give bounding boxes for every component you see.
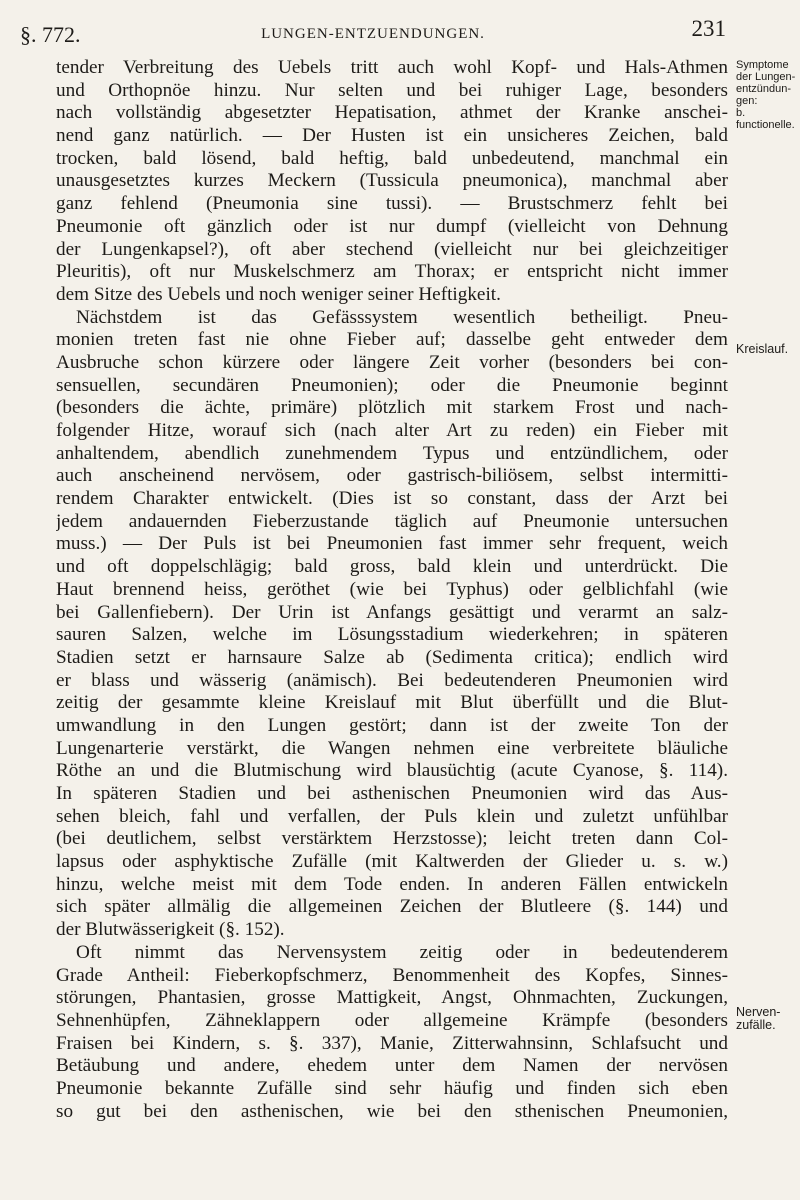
text-line: lapsus oder asphyktische Zufälle (mit Kaltwerden der Glieder u. s. w.) [56, 851, 728, 873]
text-line: Pleuritis), oft nur Muskelschmerz am Thorax; er entspricht nicht immer [56, 261, 728, 283]
text-line: und Orthopnöe hinzu. Nur selten und bei ruhiger Lage, besonders [56, 79, 728, 101]
text-line: Stadien setzt er harnsaure Salze ab (Sedimenta critica); endlich wird [56, 646, 728, 668]
margin-note-line: Symptome [736, 59, 789, 71]
text-line: nend ganz natürlich. — Der Husten ist ein unsicheres Zeichen, bald [56, 125, 728, 147]
text-line: sauren Salzen, welche im Lösungsstadium wiederkehren; in späteren [56, 624, 728, 646]
text-line: anhaltendem, abendlich zunehmendem Typus und entzündlichem, oder [56, 442, 728, 464]
text-line: muss.) — Der Puls ist bei Pneumonien fast immer sehr frequent, weich [56, 533, 728, 555]
margin-note-line: der Lungen- [736, 71, 796, 83]
text-line: er blass und wässerig (anämisch). Bei bedeutenderen Pneumonien wird [56, 669, 728, 691]
text-line: sehen bleich, fahl und verfallen, der Puls klein und zuletzt unfühlbar [56, 805, 728, 827]
body-text [56, 57, 728, 1123]
text-line: folgender Hitze, worauf sich (nach alter Art zu reden) ein Fieber mit [56, 420, 728, 441]
text-line: nach vollständig abgesetzter Hepatisation, athmet der Kranke anschei- [56, 102, 728, 124]
page-header [20, 16, 726, 50]
margin-note-kreislauf: Kreislauf. [736, 342, 789, 356]
text-line: rendem Charakter entwickelt. (Dies ist so constant, dass der Arzt bei [56, 488, 728, 510]
text-line: sensuellen, secundären Pneumonien); oder die Pneumonie beginnt [56, 374, 728, 396]
text-line: Ausbruche schon kürzere oder längere Zeit vorher (besonders bei con- [56, 351, 728, 373]
text-line: Pneumonie oft gänzlich oder ist nur dumpf (vielleicht von Dehnung [56, 215, 728, 237]
text-line: der Lungenkapsel?), oft aber stechend (vielleicht nur bei gleichzeitiger [56, 238, 728, 260]
text-line: Grade Antheil: Fieberkopfschmerz, Benommenheit des Kopfes, Sinnes- [56, 964, 728, 986]
text-line: störungen, Phantasien, grosse Mattigkeit, Angst, Ohnmachten, Zuckungen, [56, 987, 728, 1009]
running-title: LUNGEN-ENTZUENDUNGEN. [261, 26, 485, 42]
margin-note-line: b. [736, 107, 746, 119]
text-line: zeitig der gesammte kleine Kreislauf mit Blut überfüllt und die Blut- [56, 692, 728, 714]
margin-note-line: Nerven- [736, 1005, 781, 1019]
text-line: auch anscheinend nervösem, oder gastrisch-biliösem, selbst intermitti- [56, 465, 728, 487]
text-line: Betäubung und andere, ehedem unter dem Namen der nervösen [56, 1055, 728, 1077]
text-line: Sehnenhüpfen, Zähneklappern oder allgemeine Krämpfe (besonders [56, 1009, 728, 1031]
margin-note-line: functionelle. [736, 119, 795, 131]
text-line: Röthe an und die Blutmischung wird blausüchtig (acute Cyanose, §. 114). [56, 760, 728, 782]
text-line: Fraisen bei Kindern, s. §. 337), Manie, Zitterwahnsinn, Schlafsucht und [56, 1032, 728, 1054]
text-line: Lungenarterie verstärkt, die Wangen nehmen eine verbreitete bläuliche [56, 737, 728, 759]
text-line: trocken, bald lösend, bald heftig, bald unbedeutend, manchmal ein [56, 147, 728, 169]
text-line: Nächstdem ist das Gefässsystem wesentlich betheiligt. Pneu- [76, 306, 728, 328]
text-line: (besonders die ächte, primäre) plötzlich mit starkem Frost und nach- [56, 397, 728, 419]
margin-note-line: zufälle. [736, 1018, 776, 1032]
text-line: Oft nimmt das Nervensystem zeitig oder in bedeutenderem [76, 941, 728, 963]
text-line: dem Sitze des Uebels und noch weniger seiner Heftigkeit. [56, 283, 501, 305]
text-line: umwandlung in den Lungen gestört; dann ist der zweite Ton der [56, 714, 728, 736]
margin-note-nervenzufaelle [736, 1006, 798, 1032]
text-line: (bei deutlichem, selbst verstärktem Herzstosse); leicht treten dann Col- [56, 828, 728, 850]
text-line: Pneumonie bekannte Zufälle sind sehr häufig und finden sich eben [56, 1077, 728, 1099]
margin-note-line: gen: [736, 95, 758, 107]
text-line: der Blutwässerigkeit (§. 152). [56, 919, 285, 941]
text-line: und oft doppelschlägig; bald gross, bald klein und unterdrückt. Die [56, 556, 728, 578]
text-line: ganz fehlend (Pneumonia sine tussi). — Brustschmerz fehlt bei [56, 193, 728, 215]
margin-note-line: entzündun- [736, 83, 792, 95]
text-line: Haut brennend heiss, geröthet (wie bei Typhus) oder gelblichfahl (wie [56, 578, 728, 600]
text-line: bei Gallenfiebern). Der Urin ist Anfangs gesättigt und verarmt an salz- [56, 601, 728, 623]
text-line: unausgesetztes kurzes Meckern (Tussicula pneumonica), manchmal aber [56, 170, 728, 192]
text-line: sich später allmälig die allgemeinen Zeichen der Blutleere (§. 144) und [56, 896, 728, 918]
text-line: tender Verbreitung des Uebels tritt auch wohl Kopf- und Hals-Athmen [56, 57, 728, 78]
section-number: §. 772. [20, 22, 81, 47]
text-line: jedem andauernden Fieberzustande täglich auf Pneumonie untersuchen [56, 510, 728, 532]
text-line: monien treten fast nie ohne Fieber auf; dasselbe geht entweder dem [56, 329, 728, 351]
margin-note-symptome [736, 59, 798, 131]
text-line: so gut bei den asthenischen, wie bei den sthenischen Pneumonien, [56, 1100, 728, 1122]
text-line: In späteren Stadien und bei asthenischen Pneumonien wird das Aus- [56, 783, 728, 804]
page-number: 231 [691, 16, 726, 41]
text-line: hinzu, welche meist mit dem Tode enden. In anderen Fällen entwickeln [56, 873, 728, 895]
